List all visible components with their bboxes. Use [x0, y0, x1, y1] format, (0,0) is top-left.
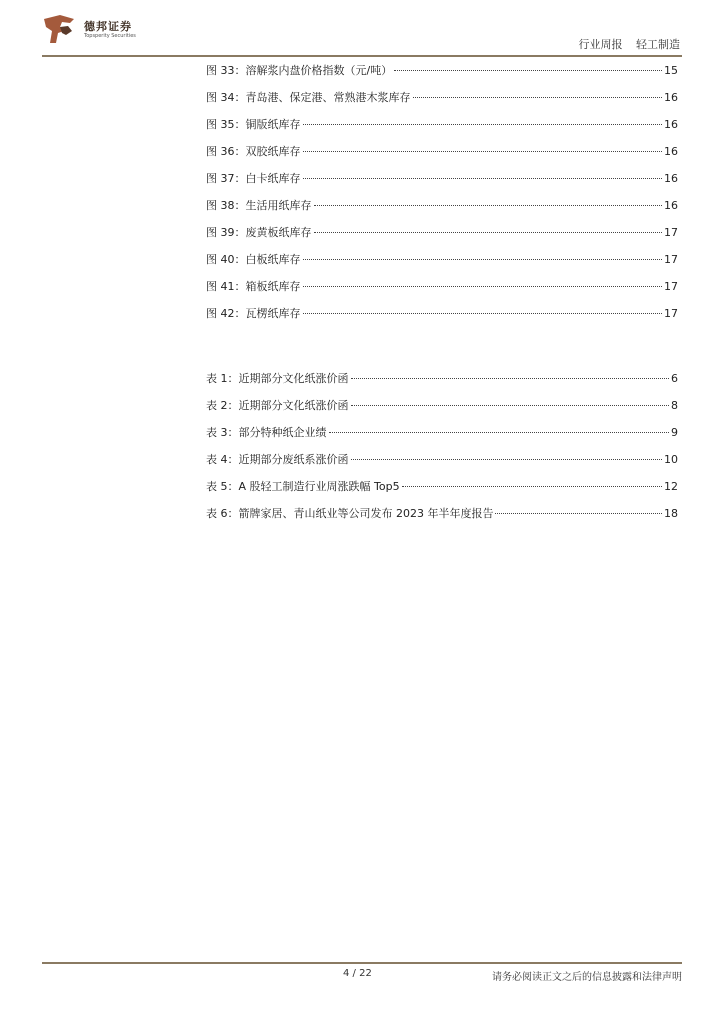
toc-page: 16 [664, 118, 678, 131]
toc-label: 图 41：箱板纸库存 [206, 280, 301, 293]
header-meta [579, 36, 681, 52]
toc-entry[interactable] [206, 505, 678, 532]
toc-entry[interactable] [206, 224, 678, 251]
figure-list [206, 62, 678, 332]
toc-label: 图 38：生活用纸库存 [206, 199, 312, 212]
toc-entry[interactable] [206, 397, 678, 424]
toc-label: 表 4：近期部分废纸系涨价函 [206, 453, 349, 466]
toc-label: 图 33：溶解浆内盘价格指数（元/吨） [206, 64, 393, 77]
toc-label: 图 36：双胶纸库存 [206, 145, 301, 158]
toc-entry[interactable] [206, 62, 678, 89]
toc-entry[interactable] [206, 451, 678, 478]
toc-entry[interactable] [206, 478, 678, 505]
brand-name-en: Topsperity Securities [84, 33, 136, 39]
leader-dots [329, 432, 670, 433]
toc-entry[interactable] [206, 197, 678, 224]
industry-name: 轻工制造 [636, 38, 680, 51]
header-divider [42, 55, 682, 57]
page-number: 4 / 22 [343, 968, 372, 979]
leader-dots [402, 486, 662, 487]
toc-label: 图 35：铜版纸库存 [206, 118, 301, 131]
toc-page: 10 [664, 453, 678, 466]
toc-page: 17 [664, 253, 678, 266]
toc-page: 18 [664, 507, 678, 520]
toc-entry[interactable] [206, 89, 678, 116]
leader-dots [351, 459, 663, 460]
toc-entry[interactable] [206, 143, 678, 170]
toc-label: 表 3：部分特种纸企业绩 [206, 426, 327, 439]
toc-entry[interactable] [206, 170, 678, 197]
toc-label: 图 39：废黄板纸库存 [206, 226, 312, 239]
toc-page: 16 [664, 91, 678, 104]
toc-label: 图 40：白板纸库存 [206, 253, 301, 266]
toc-entry[interactable] [206, 305, 678, 332]
toc-label: 表 6：箭牌家居、青山纸业等公司发布 2023 年半年度报告 [206, 507, 494, 520]
disclaimer-note: 请务必阅读正文之后的信息披露和法律声明 [492, 972, 682, 983]
leader-dots [413, 97, 663, 98]
table-list [206, 370, 678, 532]
toc-label: 表 1：近期部分文化纸涨价函 [206, 372, 349, 385]
toc-page: 15 [664, 64, 678, 77]
toc-label: 图 34：青岛港、保定港、常熟港木浆库存 [206, 91, 411, 104]
toc-entry[interactable] [206, 424, 678, 451]
toc-page: 8 [671, 399, 678, 412]
toc-page: 17 [664, 280, 678, 293]
leader-dots [351, 405, 670, 406]
leader-dots [495, 513, 662, 514]
toc-entry[interactable] [206, 278, 678, 305]
toc-label: 图 42：瓦楞纸库存 [206, 307, 301, 320]
leader-dots [394, 70, 662, 71]
leader-dots [303, 178, 663, 179]
toc-entry[interactable] [206, 251, 678, 278]
page-header [0, 0, 724, 60]
footer-divider [42, 962, 682, 964]
toc-page: 16 [664, 145, 678, 158]
toc-page: 9 [671, 426, 678, 439]
leader-dots [303, 259, 663, 260]
report-type: 行业周报 [578, 38, 623, 51]
toc-entry[interactable] [206, 116, 678, 143]
toc-label: 表 2：近期部分文化纸涨价函 [206, 399, 349, 412]
leader-dots [303, 151, 663, 152]
toc-page: 17 [664, 307, 678, 320]
toc-page: 17 [664, 226, 678, 239]
leader-dots [314, 232, 663, 233]
toc-label: 图 37：白卡纸库存 [206, 172, 301, 185]
toc-page: 16 [664, 199, 678, 212]
leader-dots [351, 378, 670, 379]
leader-dots [303, 124, 663, 125]
leader-dots [303, 286, 663, 287]
toc-label: 表 5：A 股轻工制造行业周涨跌幅 Top5 [206, 480, 400, 493]
leader-dots [314, 205, 663, 206]
leader-dots [303, 313, 663, 314]
toc-entry[interactable] [206, 370, 678, 397]
toc-page: 12 [664, 480, 678, 493]
company-logo-icon [40, 13, 76, 47]
brand-name: 德邦证券 [84, 20, 132, 33]
toc-page: 6 [671, 372, 678, 385]
toc-page: 16 [664, 172, 678, 185]
